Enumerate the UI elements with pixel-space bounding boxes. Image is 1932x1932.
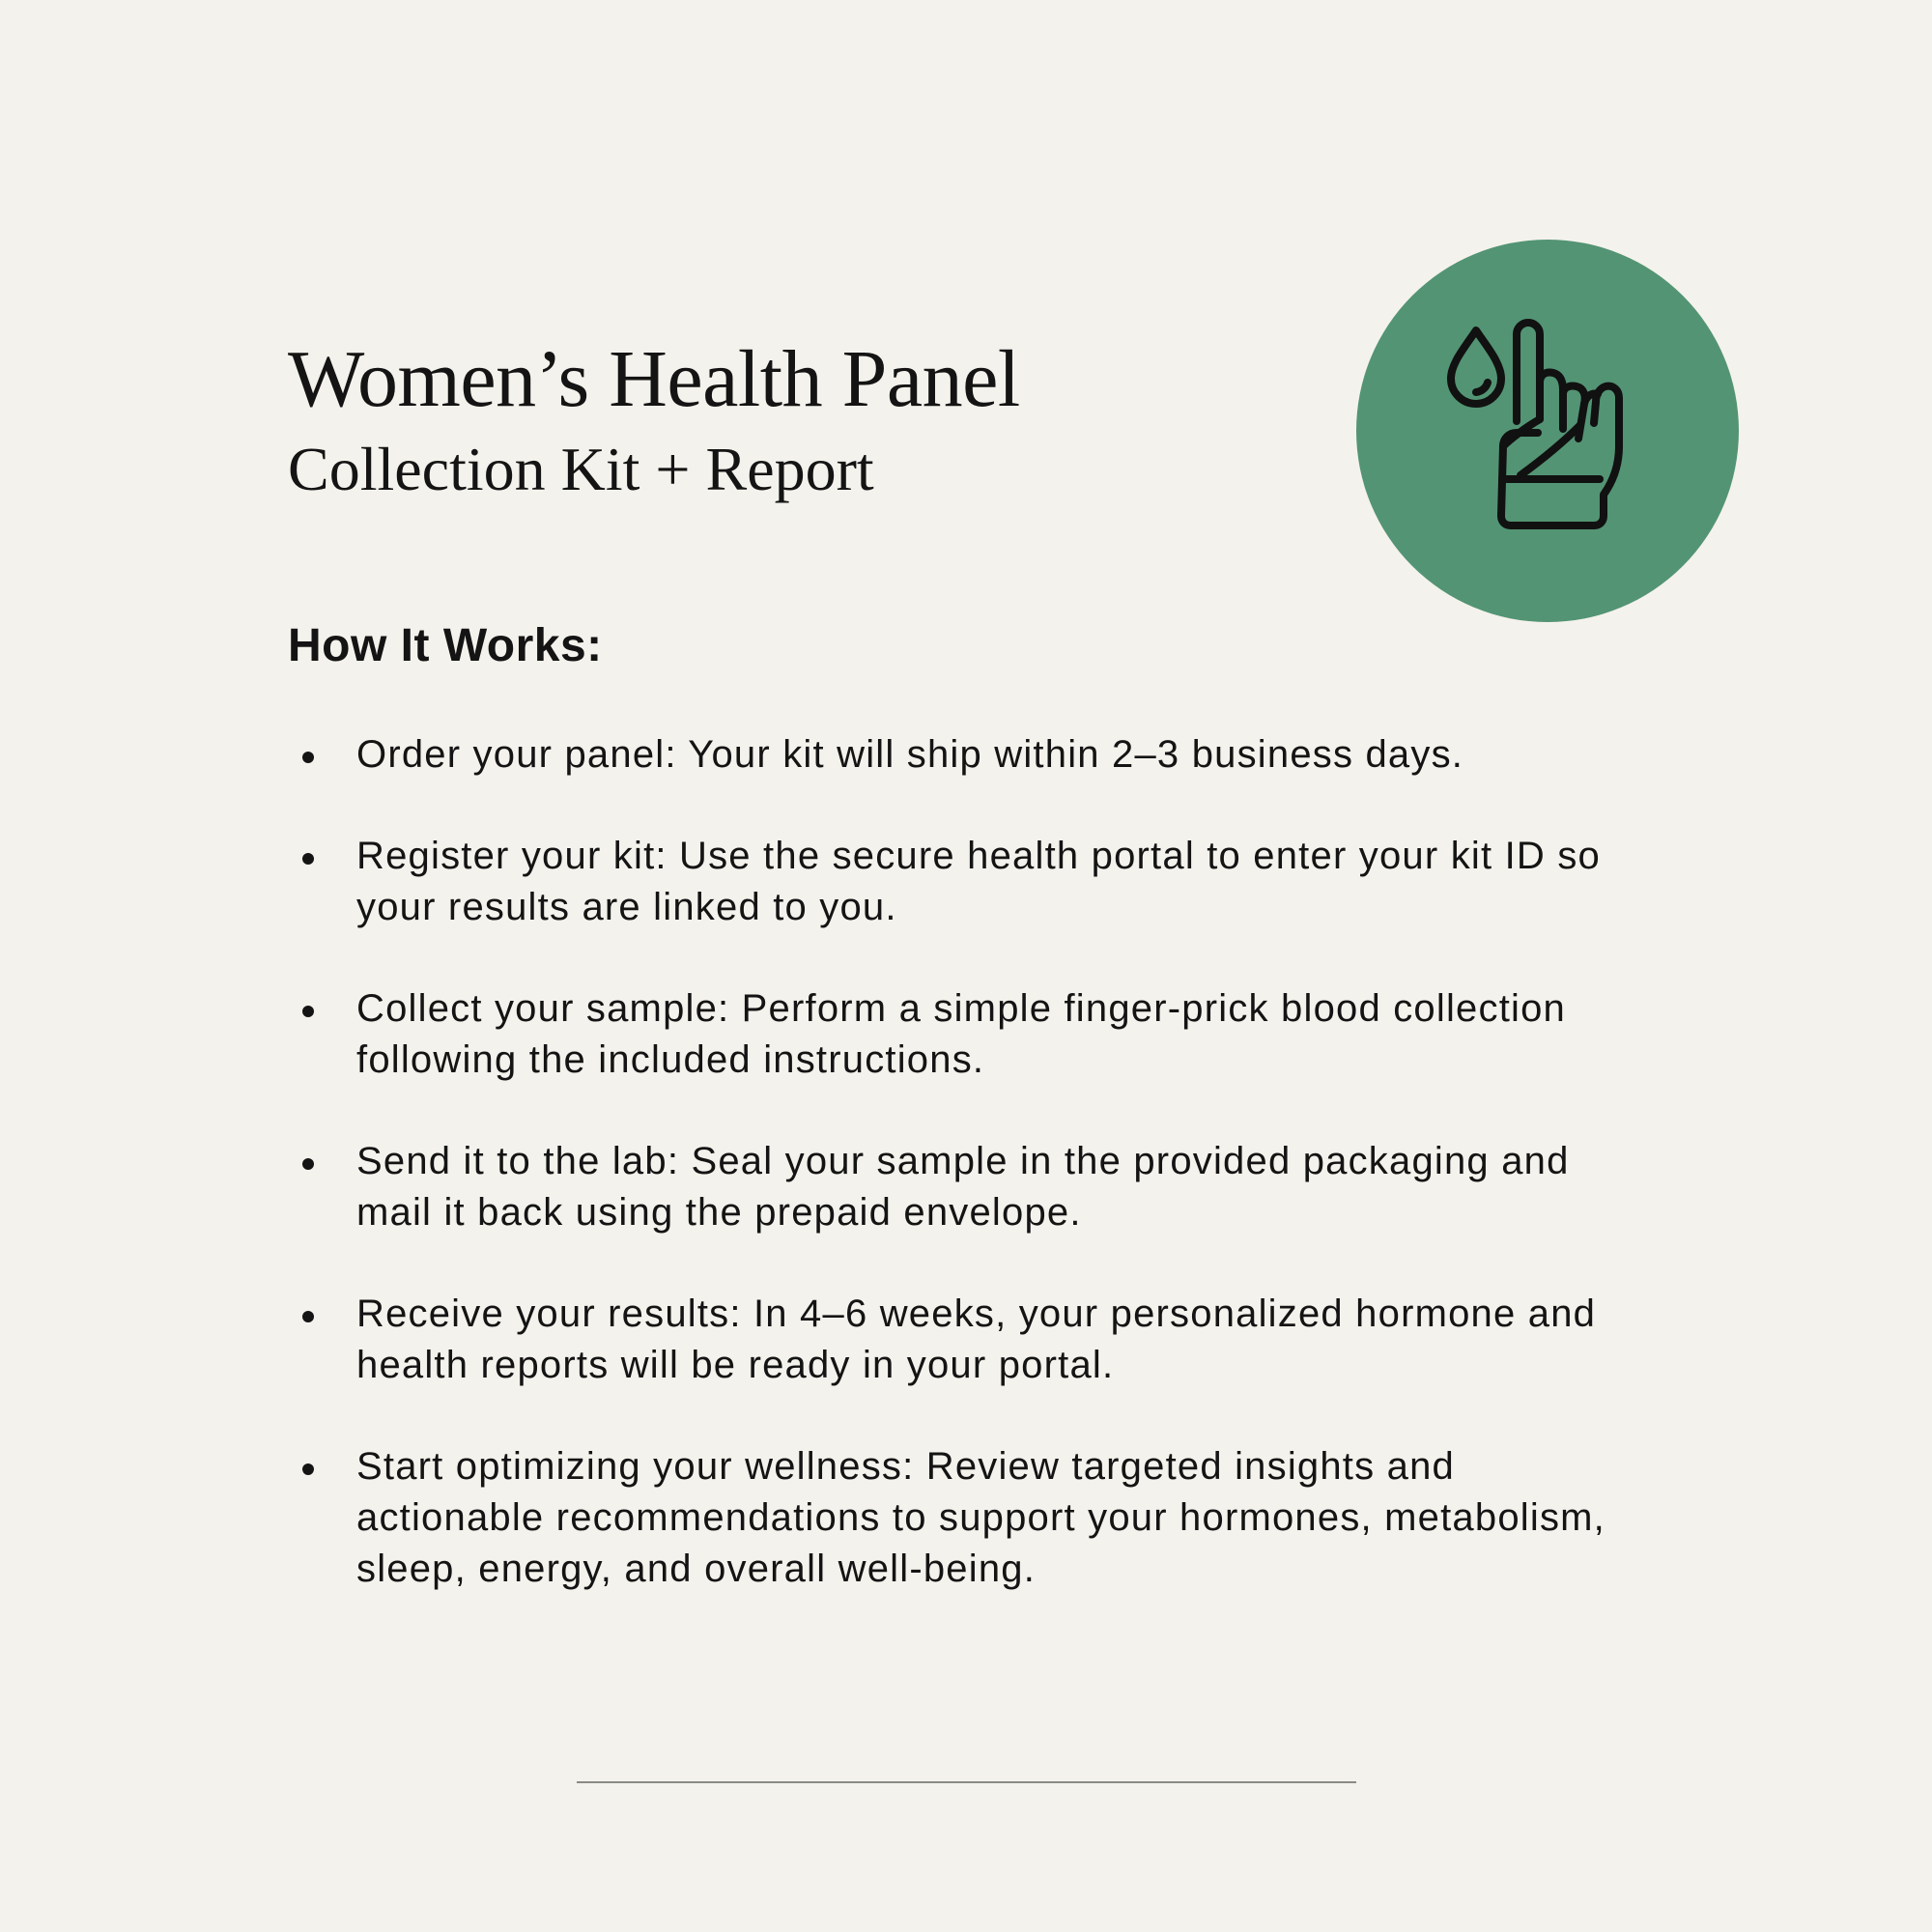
list-item (288, 831, 1640, 933)
step-text: Send it to the lab: Seal your sample in the provided packaging and mail it back using the prepaid envelope. (356, 1140, 1570, 1234)
list-item (288, 983, 1640, 1086)
page-subtitle: Collection Kit + Report (288, 435, 874, 503)
step-text: Start optimizing your wellness: Review targeted insights and actionable recommendations to support your hormones, metabolism, sleep, energy, and overall well-being. (356, 1445, 1605, 1590)
bullet-icon (302, 752, 314, 763)
step-text: Register your kit: Use the secure health portal to enter your kit ID so your results are linked to you. (356, 835, 1601, 928)
bullet-icon (302, 1006, 314, 1017)
bullet-icon (302, 1158, 314, 1170)
step-text: Receive your results: In 4–6 weeks, your personalized hormone and health reports will be ready in your portal. (356, 1293, 1597, 1386)
list-item (288, 1136, 1640, 1238)
steps-list (288, 729, 1640, 1645)
list-item (288, 729, 1640, 781)
step-text: Collect your sample: Perform a simple finger-prick blood collection following the included instructions. (356, 987, 1566, 1081)
list-item (288, 1441, 1640, 1595)
section-heading-how-it-works: How It Works: (288, 620, 603, 671)
step-text: Order your panel: Your kit will ship within 2–3 business days. (356, 733, 1464, 776)
icon-badge (1356, 240, 1739, 622)
list-item (288, 1289, 1640, 1391)
bullet-icon (302, 1463, 314, 1475)
finger-prick-blood-drop-icon (1356, 240, 1739, 622)
divider (577, 1781, 1356, 1783)
bullet-icon (302, 1311, 314, 1322)
page-title: Women’s Health Panel (288, 334, 1020, 424)
bullet-icon (302, 853, 314, 865)
